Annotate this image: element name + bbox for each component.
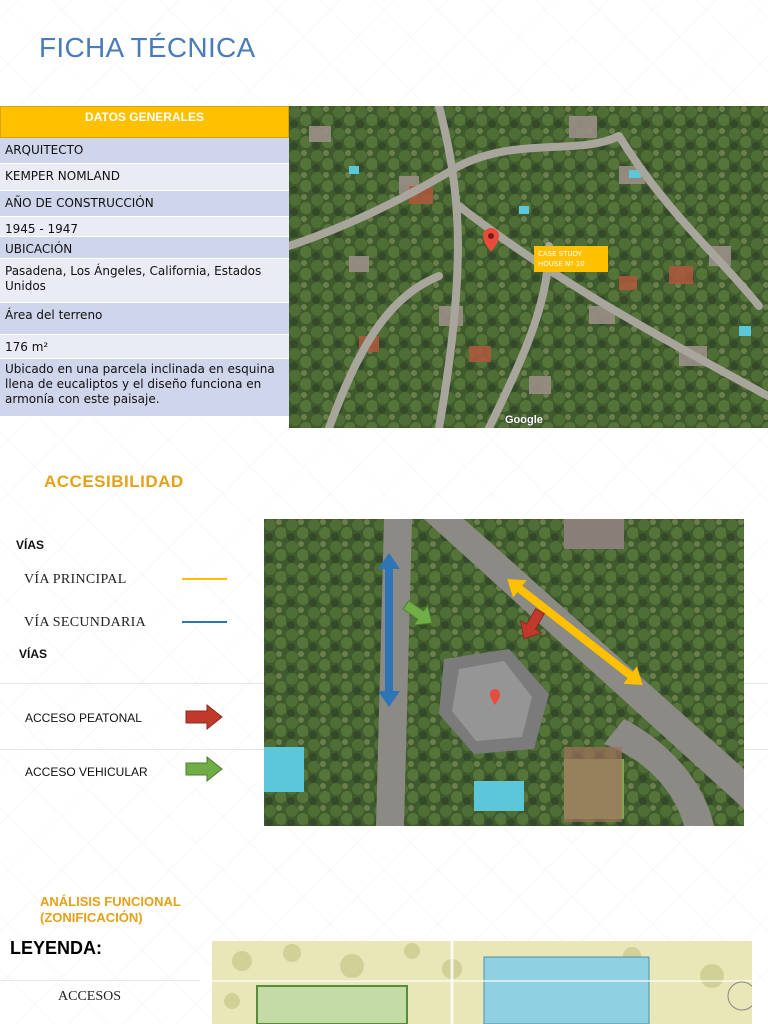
analisis-funcional-title (40, 894, 181, 926)
green-arrow-icon (185, 756, 223, 782)
divider (0, 980, 200, 981)
datos-header: DATOS GENERALES (0, 106, 289, 138)
datos-row: Pasadena, Los Ángeles, California, Estados Unidos (0, 259, 289, 303)
case-study-badge: CASE STUDY HOUSE Nº 10 (534, 246, 608, 272)
analisis-funcional-line1: ANÁLISIS FUNCIONAL (40, 894, 181, 909)
datos-generales-table (0, 106, 289, 417)
acceso-vehicular-label: ACCESO VEHICULAR (25, 765, 148, 779)
via-principal-label: VÍA PRINCIPAL (24, 572, 127, 587)
via-secundaria-swatch (182, 621, 227, 623)
via-principal-swatch (182, 578, 227, 580)
leyenda-heading: LEYENDA: (10, 938, 103, 958)
aerial-image (264, 519, 744, 826)
zoning-plan-image (212, 941, 752, 1024)
datos-row: Ubicado en una parcela inclinada en esquina llena de eucaliptos y el diseño funciona en armonía con este paisaje. (0, 359, 289, 417)
datos-row: UBICACIÓN (0, 237, 289, 259)
datos-row: Área del terreno (0, 303, 289, 335)
google-watermark: Google (505, 414, 543, 426)
acceso-peatonal-label: ACCESO PEATONAL (25, 711, 142, 725)
red-arrow-icon (185, 704, 223, 730)
accesibilidad-title: ACCESIBILIDAD (44, 472, 184, 491)
datos-row: AÑO DE CONSTRUCCIÓN (0, 191, 289, 217)
satellite-map (289, 106, 768, 428)
datos-row: 1945 - 1947 (0, 217, 289, 237)
via-secundaria-label: VÍA SECUNDARIA (24, 615, 147, 630)
datos-row: ARQUITECTO (0, 138, 289, 164)
datos-rows (0, 138, 289, 417)
datos-row: KEMPER NOMLAND (0, 164, 289, 191)
vias-label: VÍAS (16, 538, 45, 552)
plan-drawing (212, 941, 752, 1024)
page-title: FICHA TÉCNICA (39, 32, 256, 63)
datos-row: 176 m² (0, 335, 289, 359)
analisis-funcional-line2: (ZONIFICACIÓN) (40, 910, 143, 925)
vias-label-2: VÍAS (19, 647, 48, 661)
satellite-image (289, 106, 768, 428)
accesos-label: ACCESOS (58, 989, 122, 1004)
aerial-access-photo (264, 519, 744, 826)
